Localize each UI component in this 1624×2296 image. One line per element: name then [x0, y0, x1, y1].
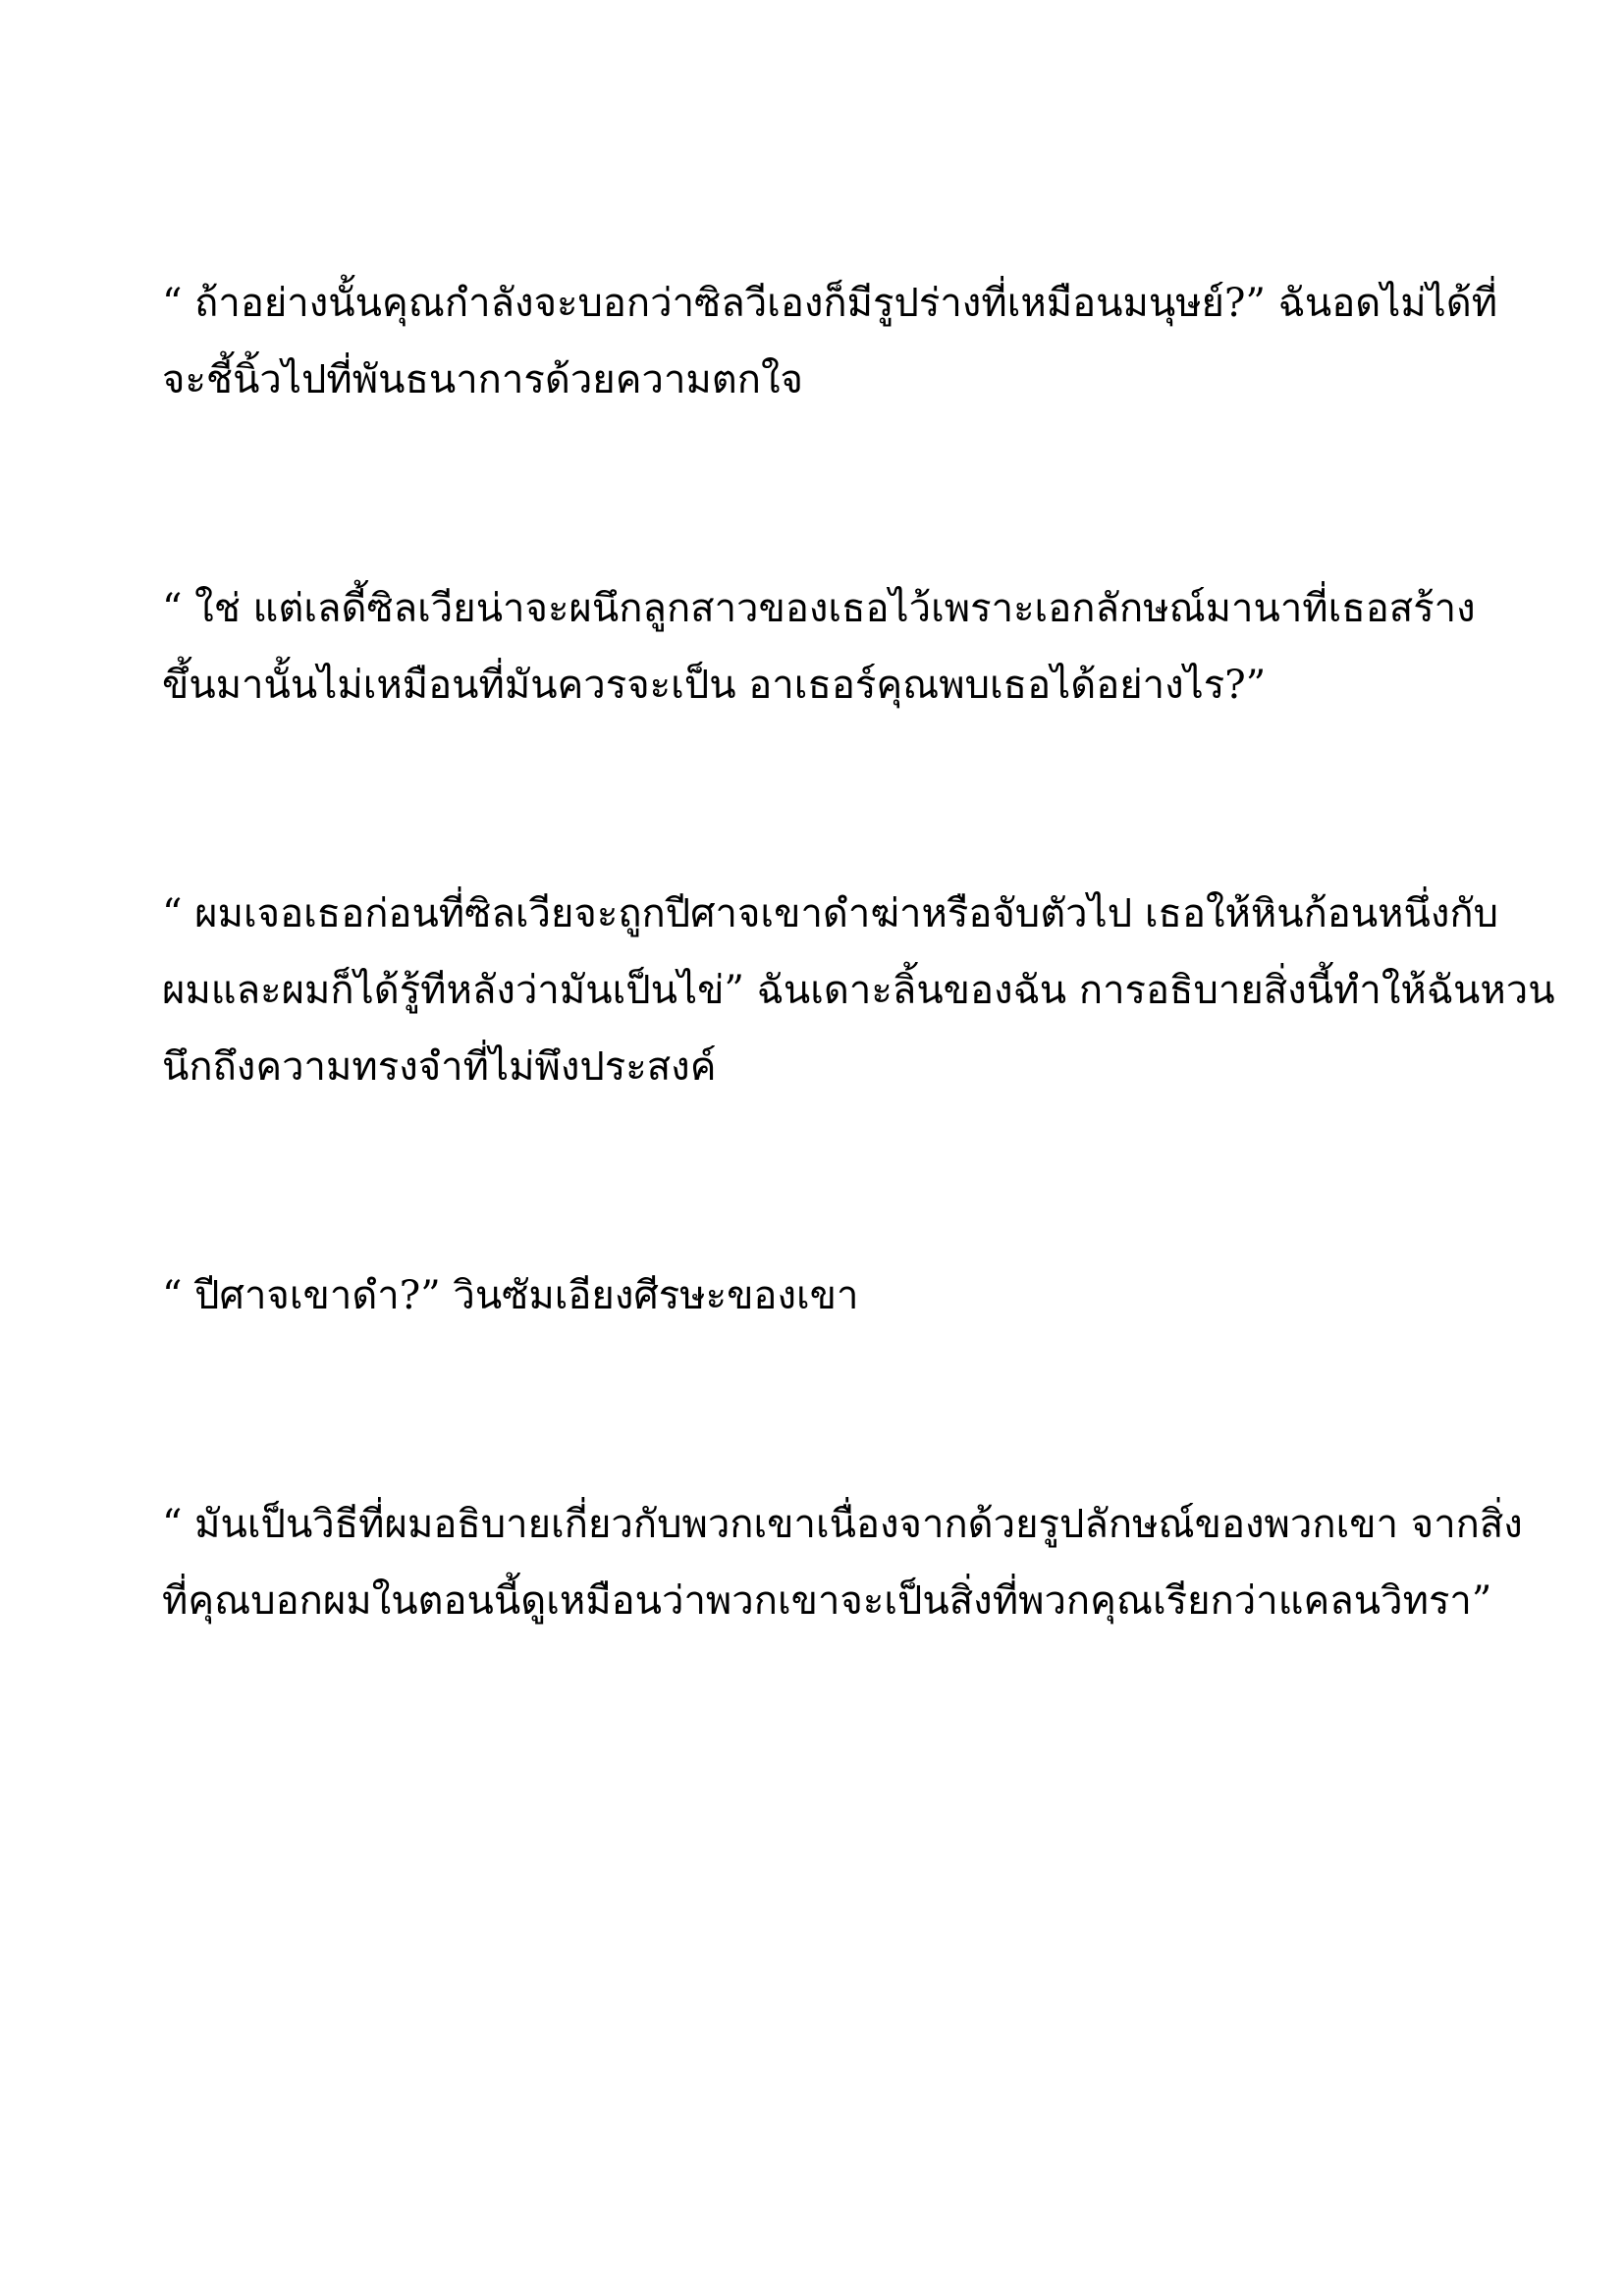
paragraph-1	[162, 265, 1498, 418]
text-line: “ มันเป็นวิธีที่ผมอธิบายเกี่ยวกับพวกเขาเนื่องจากด้วยรูปลักษณ์ของพวกเขา จากสิ่ง	[162, 1502, 1523, 1547]
text-line: “ ผมเจอเธอก่อนที่ซิลเวียจะถูกปีศาจเขาดำฆ่าหรือจับตัวไป เธอให้หินก้อนหนึ่งกับ	[162, 891, 1499, 936]
text-line: นึกถึงความทรงจำที่ไม่พึงประสงค์	[162, 1044, 717, 1090]
text-block	[162, 265, 1555, 1791]
text-line: ผมและผมก็ได้รู้ทีหลังว่ามันเป็นไข่” ฉันเดาะลิ้นของฉัน การอธิบายสิ่งนี้ทำให้ฉันหวน	[162, 968, 1555, 1013]
text-line: “ ใช่ แต่เลดี้ซิลเวียน่าจะผนึกลูกสาวของเธอไว้เพราะเอกลักษณ์มานาที่เธอสร้าง	[162, 586, 1476, 631]
text-line: จะชี้นิ้วไปที่พันธนาการด้วยความตกใจ	[162, 357, 803, 402]
text-line: ที่คุณบอกผมในตอนนี้ดูเหมือนว่าพวกเขาจะเป็นสิ่งที่พวกคุณเรียกว่าแคลนวิทรา”	[162, 1578, 1492, 1624]
text-line: “ ถ้าอย่างนั้นคุณกำลังจะบอกว่าซิลวีเองก็มีรูปร่างที่เหมือนมนุษย์?” ฉันอดไม่ได้ที่	[162, 281, 1498, 326]
paragraph-3	[162, 876, 1555, 1105]
paragraph-2	[162, 570, 1487, 723]
paragraph-4	[162, 1257, 1487, 1334]
text-line: “ ปีศาจเขาดำ?” วินซัมเอียงศีรษะของเขา	[162, 1273, 859, 1318]
paragraph-5	[162, 1486, 1523, 1639]
text-line: ขึ้นมานั้นไม่เหมือนที่มันควรจะเป็น อาเธอร์คุณพบเธอได้อย่างไร?”	[162, 663, 1267, 708]
